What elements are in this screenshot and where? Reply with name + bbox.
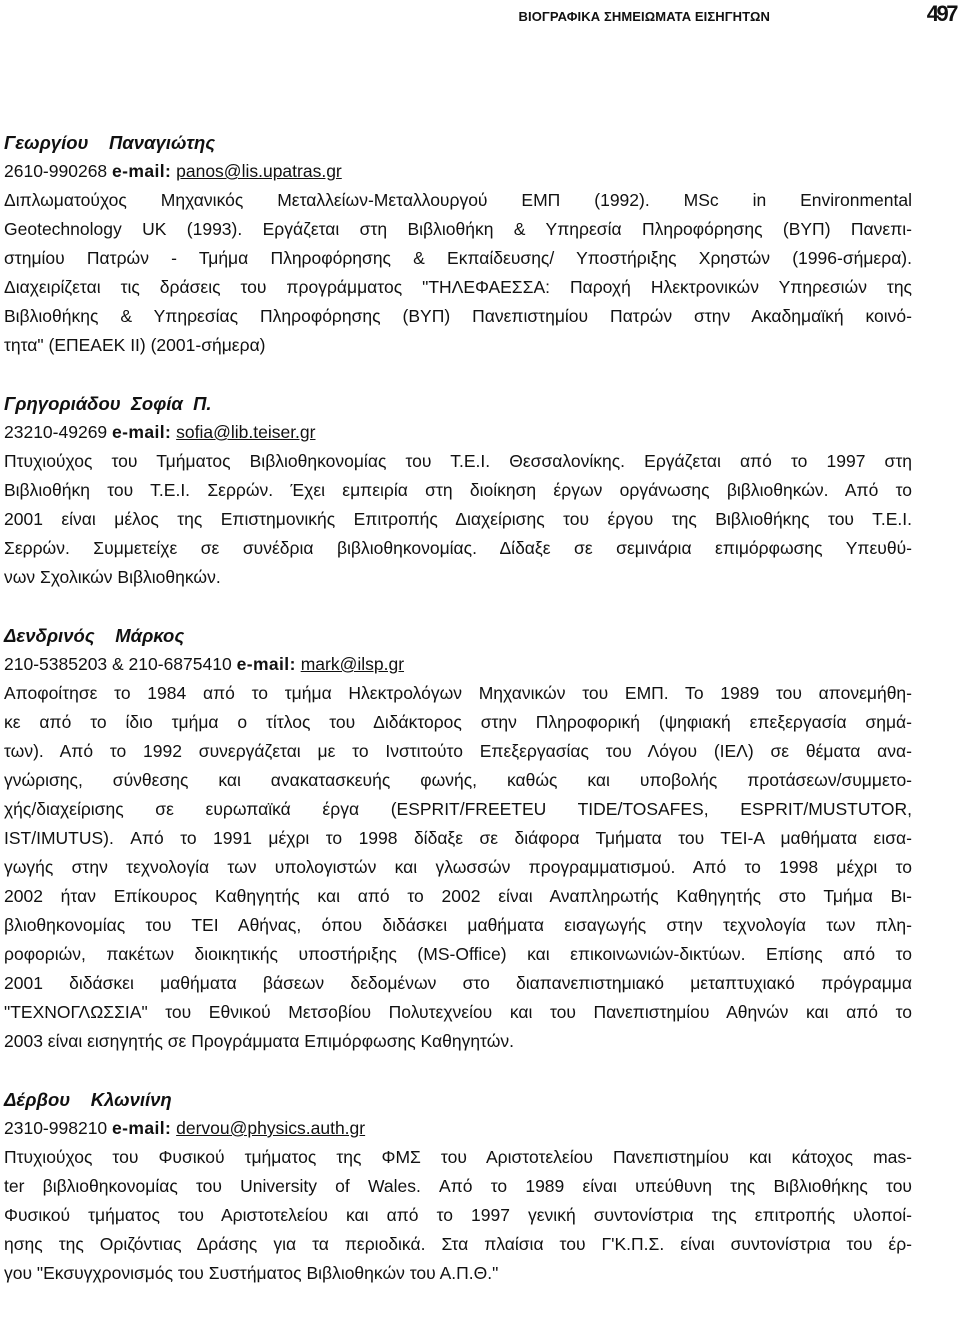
biography-entry [4,621,912,1056]
phone-number: 23210-49269 [4,422,108,442]
bio-line: γνώρισης, σύνθεσης και ανακατασκευής φωνής, καθώς και υποβολής προτάσεων/συμμετο- [4,770,912,790]
bio-line: χής/διαχείρισης σε ευρωπαϊκά έργα (ESPRIT/FREETEU TIDE/TOSAFES, ESPRIT/MUSTUTOR, [4,799,912,819]
bio-line: 2003 είναι εισηγητής σε Προγράμματα Επιμόρφωσης Καθηγητών. [4,1031,514,1051]
biography-text [4,679,912,1056]
bio-line: Αποφοίτησε το 1984 από το τμήμα Ηλεκτρολόγων Μηχανικών του ΕΜΠ. Το 1989 του απονεμήθη- [4,683,912,703]
speaker-name: Γεωργίου Παναγιώτης [4,132,216,153]
bio-line: 2002 ήταν Επίκουρος Καθηγητής και από το 2002 είναι Αναπληρωτής Καθηγητής στο Τμήμα Βι- [4,886,912,906]
email-label: e-mail: [236,654,296,674]
bio-line: Φυσικού τμήματος του Αριστοτελείου και από το 1997 γενική συντονίστρια της επιτροπής υλοποί- [4,1205,912,1225]
bio-line: 2001 διδάσκει μαθήματα βάσεων δεδομένων στο διαπανεπιστημιακό μεταπτυχιακό πρόγραμμα [4,973,912,993]
contact-line [4,650,912,679]
bio-line: στημίου Πατρών - Τμήμα Πληροφόρησης & Εκπαίδευσης/ Υποστήριξης Χρηστών (1996-σήμερα). [4,248,912,268]
email-link[interactable]: mark@ilsp.gr [300,654,405,674]
bio-line: Βιβλιοθήκης & Υπηρεσίας Πληροφόρησης (ΒΥΠ) Πανεπιστημίου Πατρών στην Ακαδημαϊκή κοινό- [4,306,912,326]
email-link[interactable]: sofia@lib.teiser.gr [176,422,316,442]
email-label: e-mail: [112,1118,172,1138]
biography-text [4,1143,912,1288]
page-header [0,0,960,40]
bio-line: βλιοθηκονομίας του ΤΕΙ Αθήνας, όπου διδάσκει μαθήματα εισαγωγής στην τεχνολογία των πλη- [4,915,912,935]
email-label: e-mail: [112,422,172,442]
contact-line [4,418,912,447]
bio-line: Σερρών. Συμμετείχε σε συνέδρια βιβλιοθηκονομίας. Δίδαξε σε σεμινάρια επιμόρφωσης Υπευθύ- [4,538,912,558]
speaker-name: Δέρβου Κλωνιίνη [4,1089,172,1110]
email-link[interactable]: panos@lis.upatras.gr [176,161,342,181]
bio-line: Διαχειρίζεται τις δράσεις του προγράμματος "ΤΗΛΕΦΑΕΣΣΑ: Παροχή Ηλεκτρονικών Υπηρεσιών της [4,277,912,297]
bio-line: ter βιβλιοθηκονομίας του University of Wales. Από το 1989 είναι υπεύθυνη της Βιβλιοθήκης του [4,1176,912,1196]
bio-line: Πτυχιούχος του Τμήματος Βιβλιοθηκονομίας του Τ.Ε.Ι. Θεσσαλονίκης. Εργάζεται από το 1997 στη [4,451,912,471]
bio-line: Πτυχιούχος του Φυσικού τμήματος της ΦΜΣ του Αριστοτελείου Πανεπιστημίου και κάτοχος mas- [4,1147,912,1167]
phone-number: 2310-998210 [4,1118,108,1138]
phone-number: 210-5385203 & 210-6875410 [4,654,232,674]
bio-line: τητα" (ΕΠΕΑΕΚ ΙΙ) (2001-σήμερα) [4,335,266,355]
bio-line: IST/IMUTUS). Από το 1991 μέχρι το 1998 δίδαξε σε διάφορα Τμήματα του ΤΕΙ-Α μαθήματα εισα- [4,828,912,848]
bio-line: ησης της Οριζόντιας Δράσης για τα περιοδικά. Στα πλαίσια του Γ'Κ.Π.Σ. είναι συντονίστρια του έρ- [4,1234,912,1254]
speaker-name: Δενδρινός Μάρκος [4,625,185,646]
biography-entry [4,1085,912,1288]
bio-line: Geotechnology UK (1993). Εργάζεται στη Βιβλιοθήκη & Υπηρεσία Πληροφόρησης (ΒΥΠ) Πανεπι- [4,219,912,239]
bio-line: Διπλωματούχος Μηχανικός Μεταλλείων-Μεταλλουργού ΕΜΠ (1992). MSc in Environmental [4,190,912,210]
email-link[interactable]: dervou@physics.auth.gr [176,1118,366,1138]
speaker-name: Γρηγοριάδου Σοφία Π. [4,393,212,414]
biography-text [4,447,912,592]
bio-line: ροφοριών, πακέτων διοικητικής υποστήριξης (MS-Office) και επικοινωνιών-δικτύων. Επίσης από το [4,944,912,964]
phone-number: 2610-990268 [4,161,108,181]
bio-line: γου "Εκσυγχρονισμός του Συστήματος Βιβλιοθηκών του Α.Π.Θ." [4,1263,499,1283]
page-number: 497 [926,1,956,26]
contact-line [4,1114,912,1143]
biography-entry [4,128,912,360]
bio-line: των). Από το 1992 συνεργάζεται με το Ινστιτούτο Επεξεργασίας του Λόγου (ΙΕΛ) σε θέματα ανα- [4,741,912,761]
running-head: ΒΙΟΓΡΑΦΙΚΑ ΣΗΜΕΙΩΜΑΤΑ ΕΙΣΗΓΗΤΩΝ [518,9,770,24]
contact-line [4,157,912,186]
bio-line: Βιβλιοθήκη του Τ.Ε.Ι. Σερρών. Έχει εμπειρία στη διοίκηση έργων οργάνωσης βιβλιοθηκών. Από το [4,480,912,500]
biography-text [4,186,912,360]
bio-line: νων Σχολικών Βιβλιοθηκών. [4,567,221,587]
biography-entry [4,389,912,592]
bio-line: "ΤΕΧΝΟΓΛΩΣΣΙΑ" του Εθνικού Μετσοβίου Πολυτεχνείου και του Πανεπιστημίου Αθηνών και από το [4,1002,912,1022]
biographies [4,128,912,1288]
bio-line: γωγής στην τεχνολογία των υπολογιστών και γλωσσών προγραμματισμού. Από το 1998 μέχρι το [4,857,912,877]
bio-line: 2001 είναι μέλος της Επιστημονικής Επιτροπής Διαχείρισης του έργου της Βιβλιοθήκης του Τ.Ε.Ι. [4,509,912,529]
bio-line: κε από το ίδιο τμήμα ο τίτλος του Διδάκτορος στην Πληροφορική (ψηφιακή επεξεργασία σημά- [4,712,912,732]
email-label: e-mail: [112,161,172,181]
